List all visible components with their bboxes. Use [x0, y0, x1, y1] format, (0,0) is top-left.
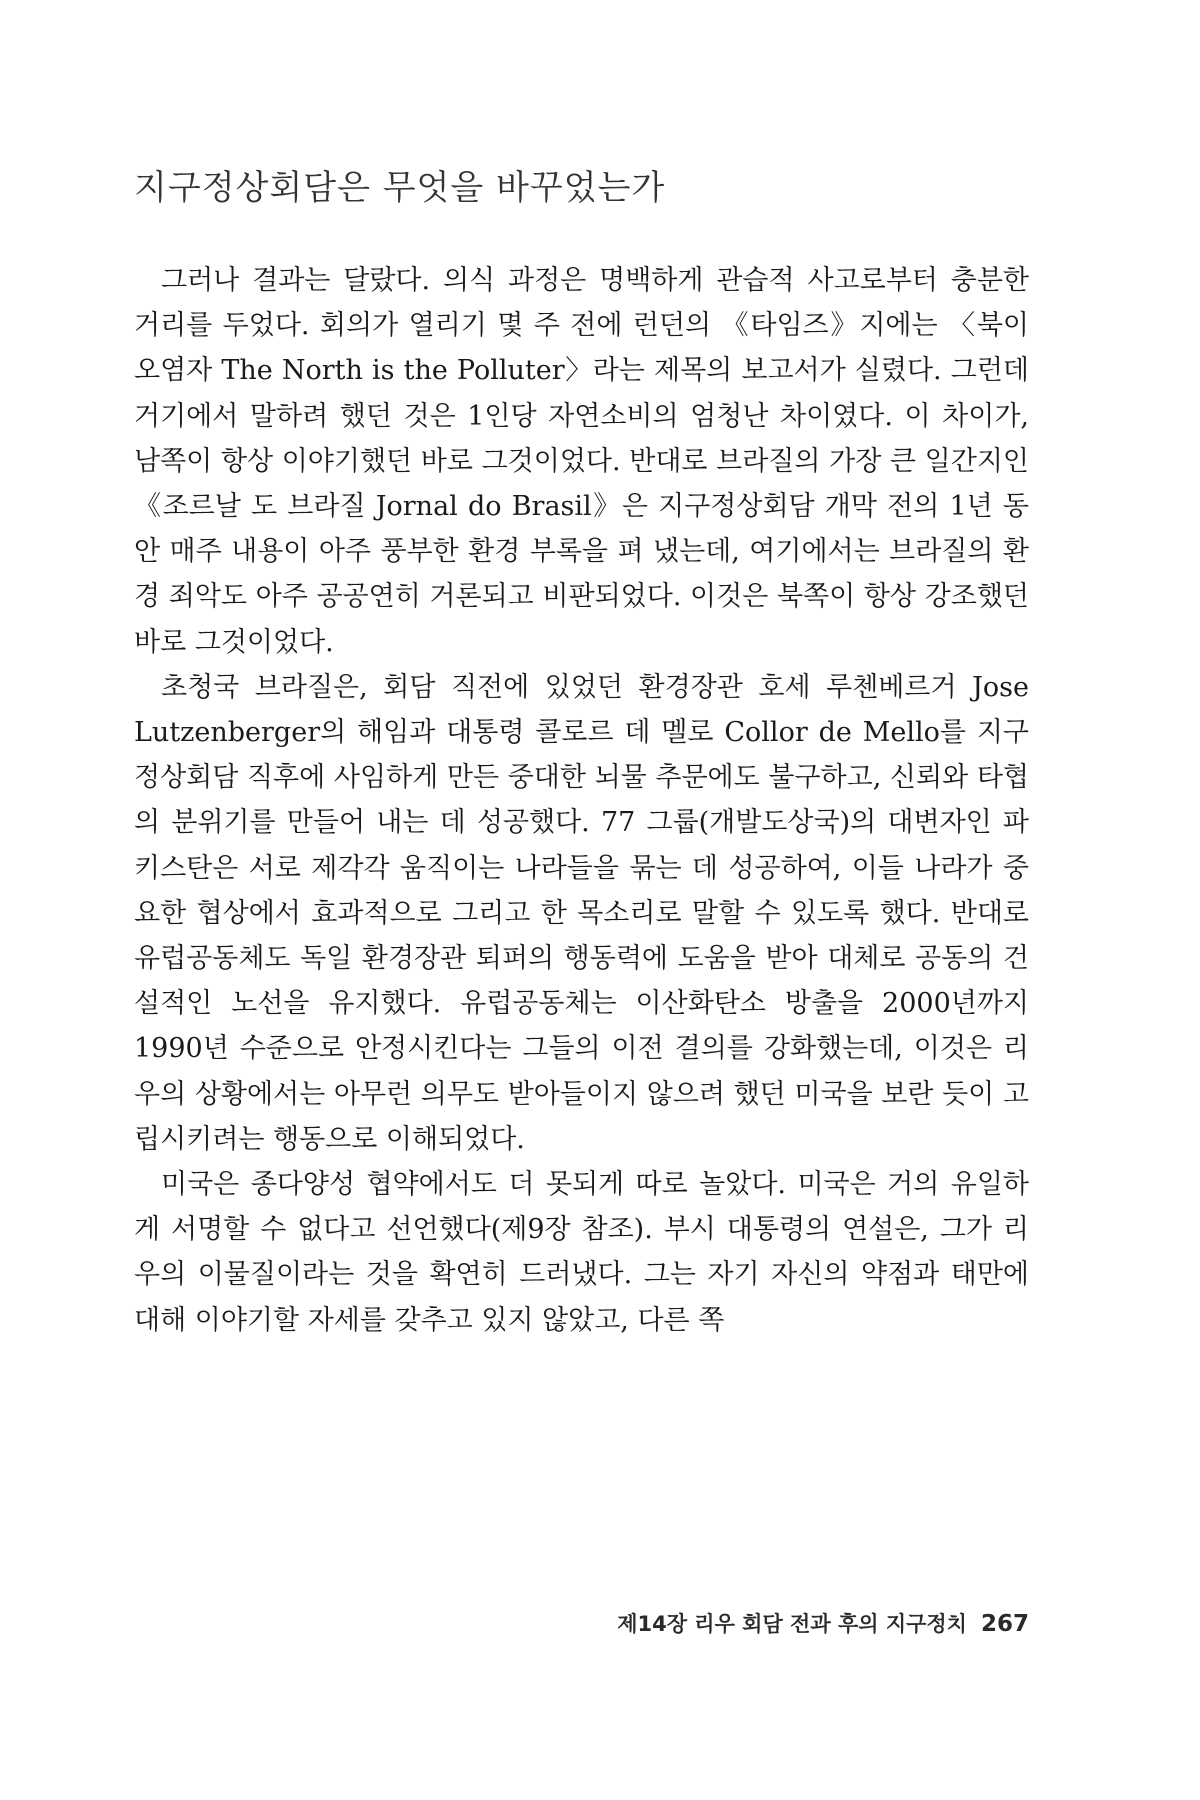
page-footer [134, 1608, 1029, 1638]
paragraph: 미국은 종다양성 협약에서도 더 못되게 따로 놀았다. 미국은 거의 유일하게 서명할 수 없다고 선언했다(제9장 참조). 부시 대통령의 연설은, 그가 리우의 이물질이라는 것을 확연히 드러냈다. 그는 자기 자신의 약점과 태만에 대해 이야기할 자세를 갖추고 있지 않았고, 다른 쪽 [134, 1169, 1029, 1336]
section-title: 지구정상회담은 무엇을 바꾸었는가 [134, 168, 666, 208]
paragraph: 초청국 브라질은, 회담 직전에 있었던 환경장관 호세 루첸베르거 Jose Lutzenberger의 해임과 대통령 콜로르 데 멜로 Collor de Mello를 지구정상회담 직후에 사임하게 만든 중대한 뇌물 추문에도 불구하고, 신뢰와 타협의 분위기를 만들어 내는 데 성공했다. 77 그룹(개발도상국)의 대변자인 파키스탄은 서로 제각각 움직이는 나라들을 묶는 데 성공하여, 이들 나라가 중요한 협상에서 효과적으로 그리고 한 목소리로 말할 수 있도록 했다. 반대로 유럽공동체도 독일 환경장관 퇴퍼의 행동력에 도움을 받아 대체로 공동의 건설적인 노선을 유지했다. 유럽공동체는 이산화탄소 방출을 2000년까지 1990년 수준으로 안정시킨다는 그들의 이전 결의를 강화했는데, 이것은 리우의 상황에서는 아무런 의무도 받아들이지 않으려 했던 미국을 보란 듯이 고립시키려는 행동으로 이해되었다. [134, 671, 1029, 1155]
body-text [134, 258, 1029, 1343]
running-header: 제14장 리우 회담 전과 후의 지구정치 [617, 1612, 967, 1636]
page-number: 267 [980, 1611, 1029, 1637]
paragraph: 그러나 결과는 달랐다. 의식 과정은 명백하게 관습적 사고로부터 충분한 거리를 두었다. 회의가 열리기 몇 주 전에 런던의 《타임즈》지에는 〈북이 오염자 The North is the Polluter〉라는 제목의 보고서가 실렸다. 그런데 거기에서 말하려 했던 것은 1인당 자연소비의 엄청난 차이였다. 이 차이가, 남쪽이 항상 이야기했던 바로 그것이었다. 반대로 브라질의 가장 큰 일간지인 《조르날 도 브라질 Jornal do Brasil》은 지구정상회담 개막 전의 1년 동안 매주 내용이 아주 풍부한 환경 부록을 펴 냈는데, 여기에서는 브라질의 환경 죄악도 아주 공공연히 거론되고 비판되었다. 이것은 북쪽이 항상 강조했던 바로 그것이었다. [134, 265, 1029, 658]
